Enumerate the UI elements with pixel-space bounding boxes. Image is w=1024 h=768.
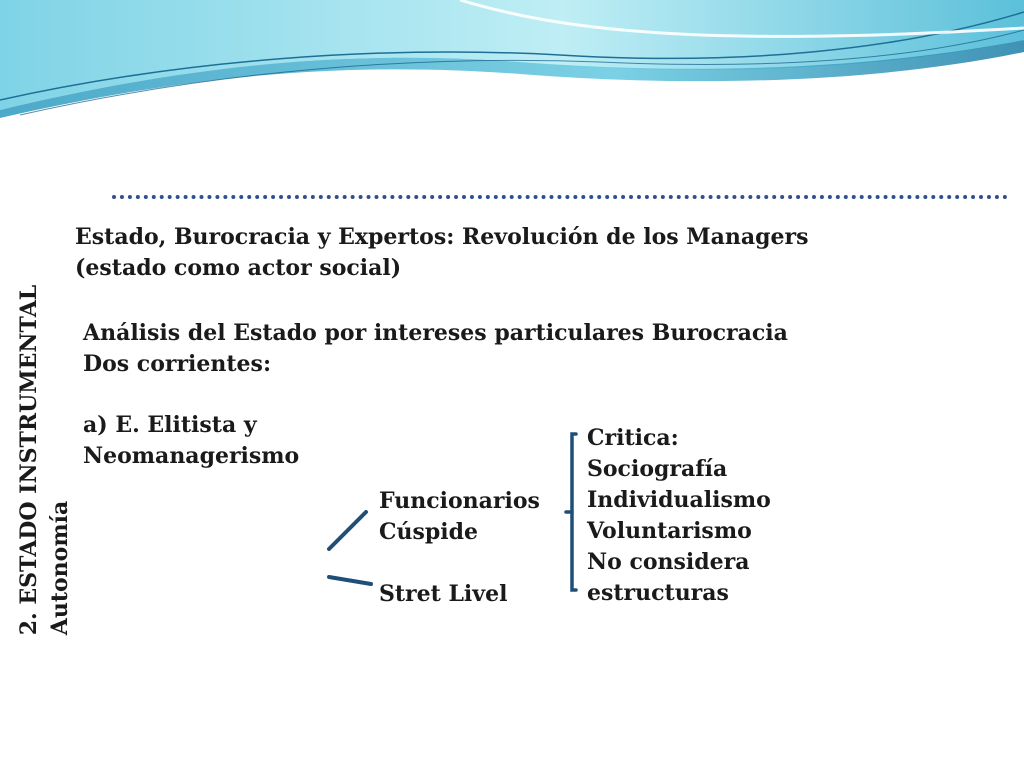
slide-title-line-1: Estado, Burocracia y Expertos: Revolución de los Managers <box>75 224 809 250</box>
elitista-node <box>83 410 299 472</box>
connector-to-funcionarios <box>329 512 366 549</box>
dotted-divider <box>112 195 1008 199</box>
elitista-line-1: a) E. Elitista y <box>83 412 257 438</box>
funcionarios-line-1: Funcionarios <box>379 488 540 514</box>
decorative-wave-header <box>0 0 1024 130</box>
analysis-line-2: Dos corrientes: <box>83 351 272 377</box>
connector-to-stret-livel <box>329 577 371 584</box>
vertical-side-label <box>14 285 76 636</box>
critica-line-2: Sociografía <box>587 456 728 482</box>
elitista-line-2: Neomanagerismo <box>83 443 300 469</box>
critica-line-4: Voluntarismo <box>587 518 752 544</box>
analysis-line-1: Análisis del Estado por intereses particulares Burocracia <box>83 320 788 346</box>
funcionarios-line-2: Cúspide <box>379 519 479 545</box>
funcionarios-node <box>379 486 540 548</box>
critica-line-1: Critica: <box>587 425 679 451</box>
slide-title-line-2: (estado como actor social) <box>75 255 402 281</box>
critica-bracket <box>572 434 576 590</box>
slide-title <box>75 222 809 284</box>
analysis-heading <box>83 318 788 380</box>
vertical-side-label-line-2: Autonomía <box>47 500 73 636</box>
critica-line-5: No considera <box>587 549 750 575</box>
stret-livel-label: Stret Livel <box>379 581 508 607</box>
critica-line-3: Individualismo <box>587 487 771 513</box>
critica-node <box>587 423 771 609</box>
stret-livel-node <box>379 579 507 610</box>
critica-line-6: estructuras <box>587 580 729 606</box>
vertical-side-label-line-1: 2. ESTADO INSTRUMENTAL <box>16 284 42 636</box>
